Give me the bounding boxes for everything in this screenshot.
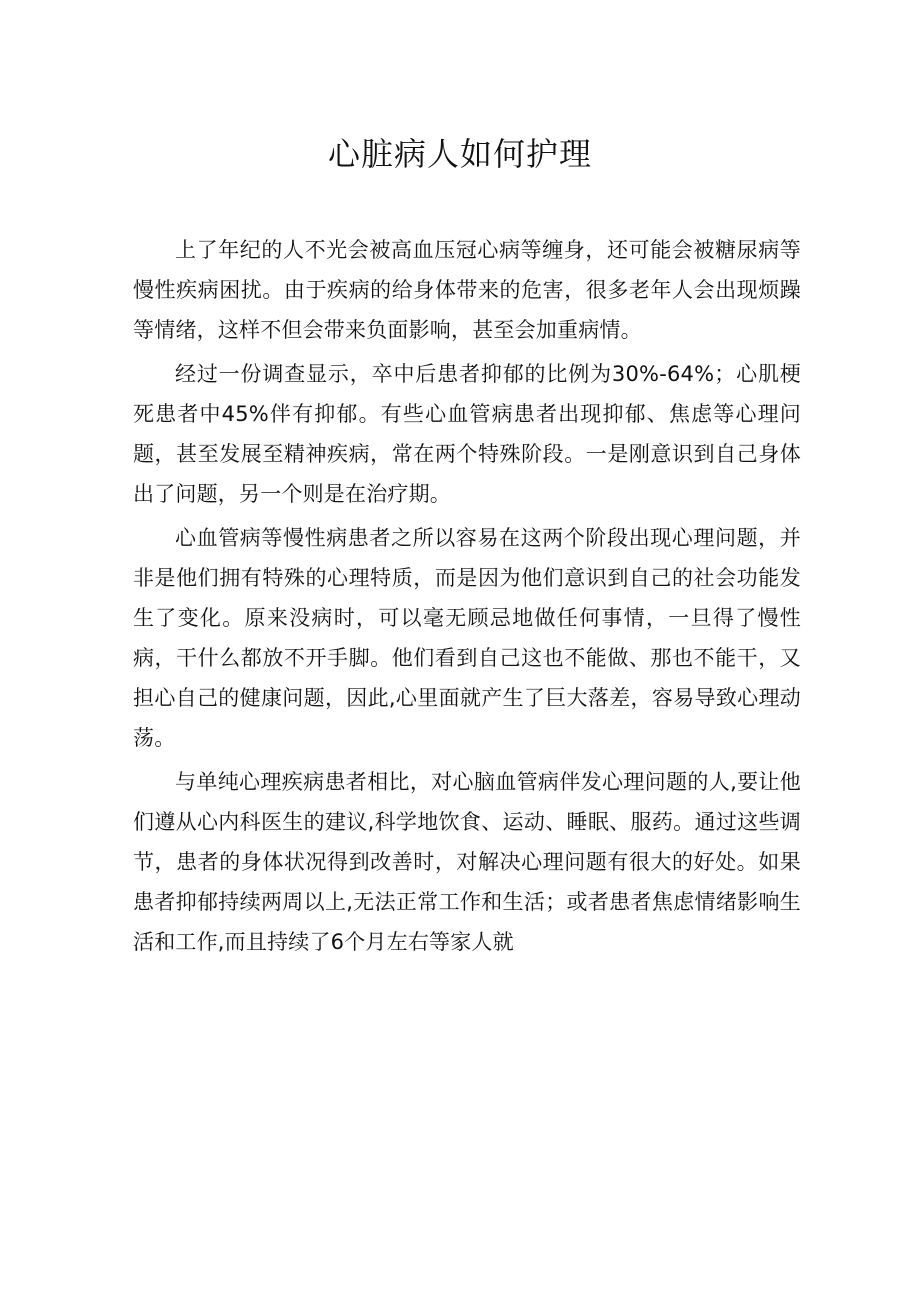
document-title: 心脏病人如何护理 (327, 135, 592, 173)
document-body (133, 230, 801, 966)
paragraph-2: 经过一份调查显示，卒中后患者抑郁的比例为30%-64%；心肌梗死患者中45%伴有抑郁。有些心血管病患者出现抑郁、焦虑等心理问题，甚至发展至精神疾病，常在两个特殊阶段。一是刚意识到自己身体出了问题，另一个则是在治疗期。 (133, 362, 801, 506)
paragraph-1: 上了年纪的人不光会被高血压冠心病等缠身，还可能会被糖尿病等慢性疾病困扰。由于疾病的给身体带来的危害，很多老年人会出现烦躁等情绪，这样不但会带来负面影响，甚至会加重病情。 (133, 238, 801, 342)
paragraph-3: 心血管病等慢性病患者之所以容易在这两个阶段出现心理问题，并非是他们拥有特殊的心理特质，而是因为他们意识到自己的社会功能发生了变化。原来没病时，可以毫无顾忌地做任何事情，一旦得了慢性病，干什么都放不开手脚。他们看到自己这也不能做、那也不能干，又担心自己的健康问题，因此,心里面就产生了巨大落差，容易导致心理动荡。 (133, 526, 801, 750)
paragraph-4: 与单纯心理疾病患者相比，对心脑血管病伴发心理问题的人,要让他们遵从心内科医生的建议,科学地饮食、运动、睡眠、服药。通过这些调节，患者的身体状况得到改善时，对解决心理问题有很大的好处。如果患者抑郁持续两周以上,无法正常工作和生活；或者患者焦虑情绪影响生活和工作,而且持续了6个月左右等家人就 (133, 770, 801, 954)
